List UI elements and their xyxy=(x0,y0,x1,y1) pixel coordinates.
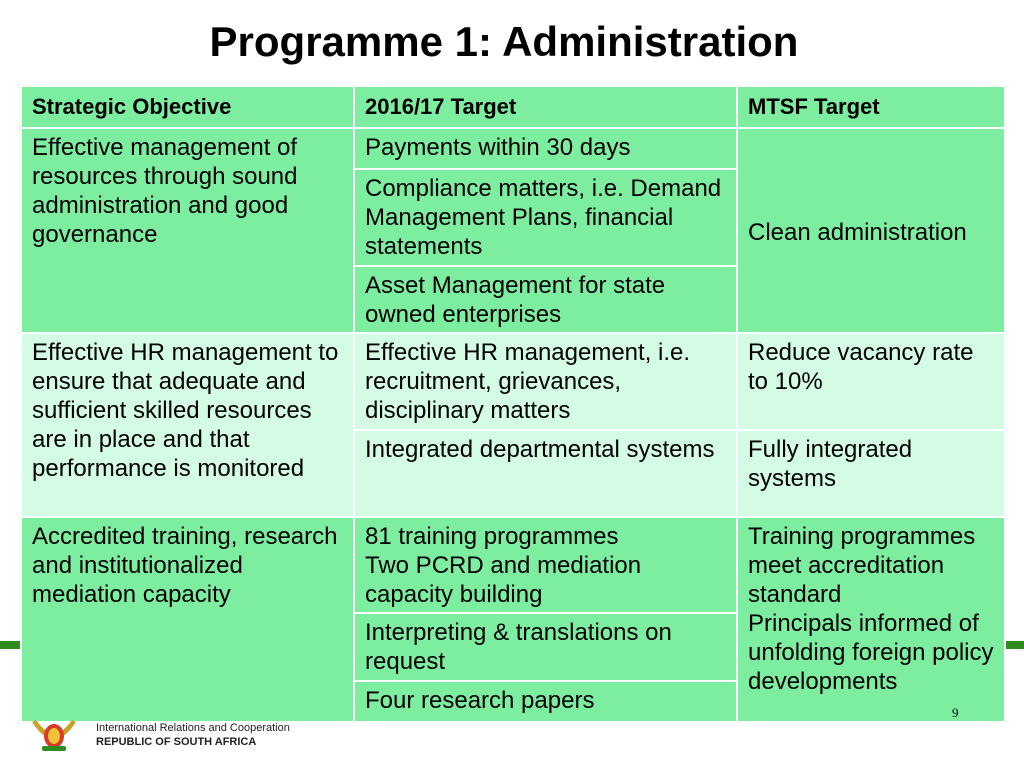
mtsf-cell: Reduce vacancy rate to 10% xyxy=(737,333,1005,430)
column-header: Strategic Objective xyxy=(21,86,354,128)
column-header: MTSF Target xyxy=(737,86,1005,128)
target-cell: 81 training programmes Two PCRD and mediation capacity building xyxy=(354,517,737,613)
accent-line-left xyxy=(0,641,20,649)
slide-title: Programme 1: Administration xyxy=(209,18,799,65)
page-number: 9 xyxy=(952,705,959,720)
table-row xyxy=(21,128,1005,169)
objective-cell: Effective management of resources through sound administration and good governance xyxy=(21,128,354,333)
table-row xyxy=(21,517,1005,613)
table-row xyxy=(21,333,1005,430)
target-cell: Effective HR management, i.e. recruitment, grievances, disciplinary matters xyxy=(354,333,737,430)
objective-cell: Effective HR management to ensure that adequate and sufficient skilled resources are in place and that performance is monitored xyxy=(21,333,354,517)
objective-cell: Accredited training, research and institutionalized mediation capacity xyxy=(21,517,354,722)
mtsf-cell: Fully integrated systems xyxy=(737,430,1005,517)
footer-country: REPUBLIC OF SOUTH AFRICA xyxy=(96,736,257,748)
mtsf-cell: Training programmes meet accreditation standard Principals informed of unfolding foreign policy developments xyxy=(737,517,1005,722)
footer-department: International Relations and Cooperation xyxy=(96,722,290,734)
target-cell: Compliance matters, i.e. Demand Management Plans, financial statements xyxy=(354,169,737,266)
target-cell: Asset Management for state owned enterprises xyxy=(354,266,737,333)
objectives-table xyxy=(20,85,1006,723)
accent-line-right xyxy=(1004,641,1024,649)
column-header: 2016/17 Target xyxy=(354,86,737,128)
target-cell: Integrated departmental systems xyxy=(354,430,737,517)
mtsf-cell: Clean administration xyxy=(737,128,1005,333)
target-cell: Four research papers xyxy=(354,681,737,722)
coat-of-arms-logo xyxy=(28,716,80,752)
target-cell: Payments within 30 days xyxy=(354,128,737,169)
table-header-row xyxy=(21,86,1005,128)
target-cell: Interpreting & translations on request xyxy=(354,613,737,681)
